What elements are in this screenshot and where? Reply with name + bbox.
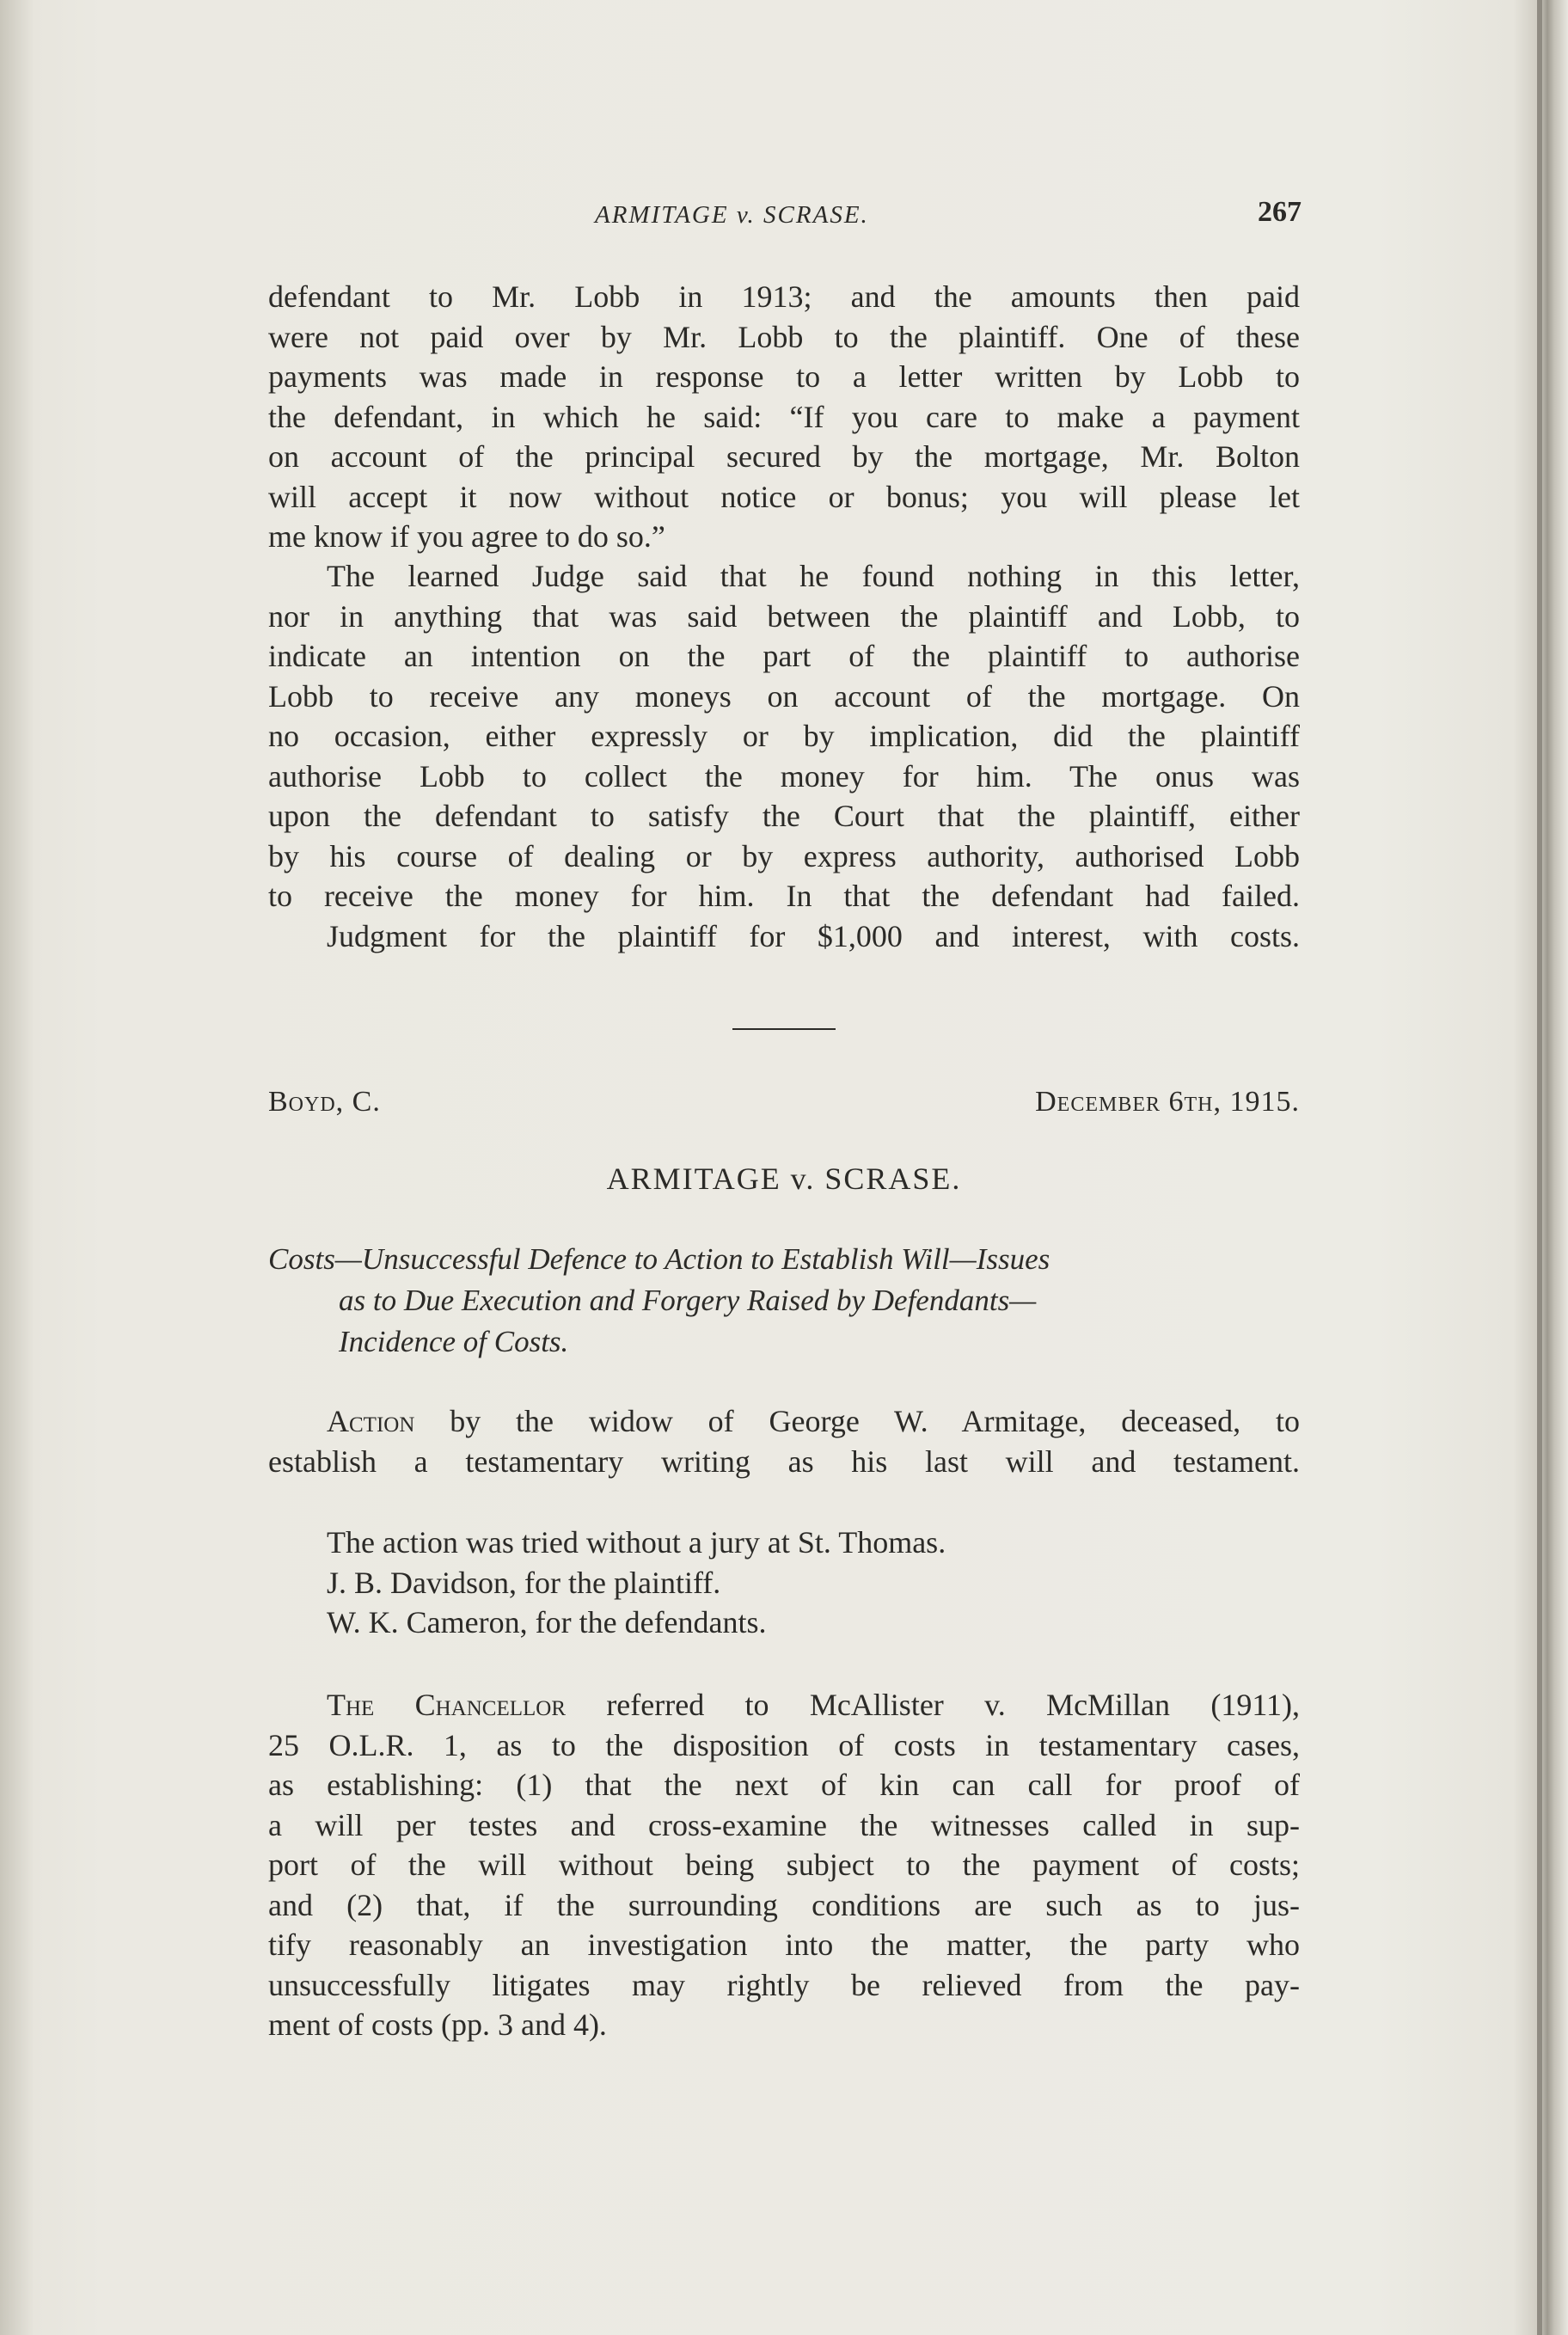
- text-line: nor in anything that was said between the plaintiff and Lobb, to: [268, 598, 1300, 634]
- text-line: the defendant, in which he said: “If you care to make a payment: [268, 399, 1300, 434]
- text-line: unsuccessfully litigates may rightly be relieved from the pay-: [268, 1967, 1300, 2002]
- headnote-line: as to Due Execution and Forgery Raised by Defendants—: [339, 1284, 1037, 1317]
- page-binding-edge: [1537, 0, 1542, 2335]
- text-line: authorise Lobb to collect the money for him. The onus was: [268, 758, 1300, 794]
- text-line: on account of the principal secured by the mortgage, Mr. Bolton: [268, 439, 1300, 474]
- text-line: The learned Judge said that he found nothing in this letter,: [327, 559, 1300, 593]
- case-title: ARMITAGE v. SCRASE.: [606, 1161, 962, 1196]
- headnote-line: Incidence of Costs.: [339, 1325, 569, 1358]
- text-line: upon the defendant to satisfy the Court that the plaintiff, either: [268, 799, 1300, 833]
- running-head: [268, 196, 1300, 239]
- judgment-line: [268, 916, 1300, 957]
- text-line: W. K. Cameron, for the defendants.: [327, 1605, 767, 1639]
- text-line: J. B. Davidson, for the plaintiff.: [327, 1565, 721, 1600]
- text-line: as establishing: (1) that the next of kin can call for proof of: [268, 1768, 1300, 1802]
- chancellor-paragraph: [268, 1685, 1300, 2045]
- text-line: port of the will without being subject to the payment of costs;: [268, 1848, 1300, 1882]
- text-line: were not paid over by Mr. Lobb to the plaintiff. One of these: [268, 319, 1300, 354]
- chancellor-line-rest: referred to McAllister v. McMillan (1911),: [566, 1688, 1300, 1722]
- action-lead: Action: [327, 1404, 415, 1438]
- running-head-title: ARMITAGE v. SCRASE.: [595, 201, 869, 229]
- text-line: and (2) that, if the surrounding conditions are such as to jus-: [268, 1887, 1300, 1922]
- text-line: a will per testes and cross-examine the witnesses called in sup-: [268, 1807, 1300, 1842]
- text-line: The action was tried without a jury at St. Thomas.: [327, 1525, 946, 1560]
- text-line: Judgment for the plaintiff for $1,000 and interest, with costs.: [327, 919, 1300, 953]
- continuation-paragraph: [268, 277, 1300, 557]
- decision-date: December 6th, 1915.: [1035, 1086, 1300, 1118]
- text-line: to receive the money for him. In that the defendant had failed.: [268, 879, 1300, 913]
- text-line: will accept it now without notice or bonus; you will please let: [268, 479, 1300, 514]
- trial-details: [268, 1523, 1300, 1643]
- headnote: [268, 1239, 1300, 1363]
- text-line: Lobb to receive any moneys on account of the mortgage. On: [268, 678, 1300, 714]
- text-line: tify reasonably an investigation into the matter, the party who: [268, 1927, 1300, 1962]
- text-line: me know if you agree to do so.”: [268, 519, 665, 554]
- chancellor-lead: The Chancellor: [327, 1688, 567, 1722]
- judge-name: Boyd, C.: [268, 1086, 381, 1118]
- text-line: [268, 1401, 1300, 1442]
- text-line: no occasion, either expressly or by implication, did the plaintiff: [268, 719, 1300, 753]
- headnote-line: Costs—Unsuccessful Defence to Action to Establish Will—Issues: [268, 1242, 1050, 1276]
- text-line: payments was made in response to a letter written by Lobb to: [268, 359, 1300, 394]
- text-line: indicate an intention on the part of the plaintiff to authorise: [268, 639, 1300, 673]
- text-line: by his course of dealing or by express authority, authorised Lobb: [268, 838, 1300, 873]
- section-divider-rule: [732, 1028, 836, 1030]
- action-paragraph: [268, 1401, 1300, 1481]
- action-line-rest: by the widow of George W. Armitage, deceased, to: [414, 1404, 1300, 1438]
- page-number: 267: [1258, 196, 1302, 228]
- text-line: 25 O.L.R. 1, as to the disposition of costs in testamentary cases,: [268, 1727, 1300, 1762]
- judge-reasoning-paragraph: [268, 556, 1300, 916]
- text-line: establish a testamentary writing as his last will and testament.: [268, 1443, 1300, 1479]
- text-line: [268, 1685, 1300, 1725]
- text-line: ment of costs (pp. 3 and 4).: [268, 2007, 607, 2042]
- text-line: defendant to Mr. Lobb in 1913; and the amounts then paid: [268, 279, 1300, 314]
